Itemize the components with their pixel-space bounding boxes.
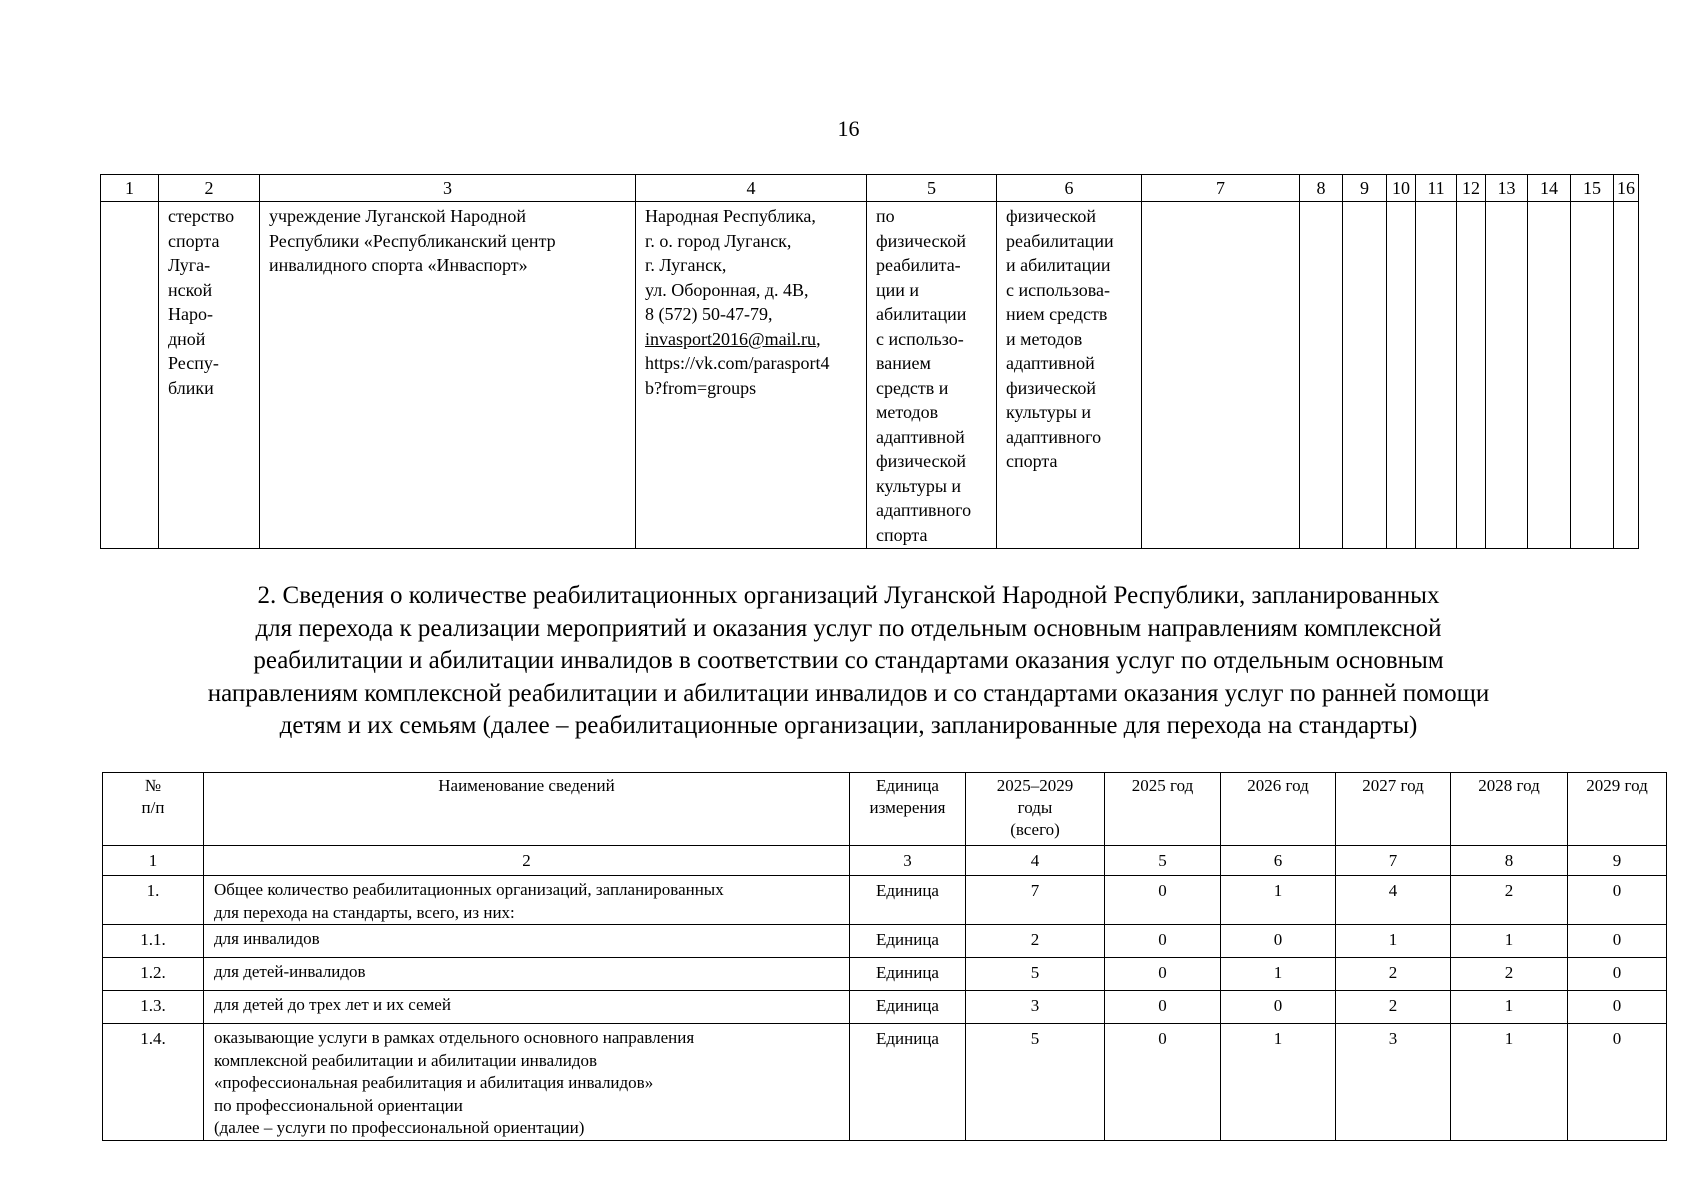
header-year: 2026 год <box>1221 773 1336 846</box>
col-number: 5 <box>1105 846 1221 876</box>
email-link[interactable]: invasport2016@mail.ru <box>645 328 817 349</box>
cell-empty <box>1528 202 1571 549</box>
row-num: 1.1. <box>103 925 204 958</box>
column-number-row <box>103 846 1667 876</box>
row-value: 1 <box>1221 1024 1336 1141</box>
col-number: 14 <box>1528 175 1571 202</box>
row-value: 2 <box>1336 991 1451 1024</box>
header-total: 2025–2029 годы (всего) <box>966 773 1105 846</box>
row-value: 0 <box>1221 991 1336 1024</box>
header-name: Наименование сведений <box>204 773 850 846</box>
cell-direction: физической реабилитации и абилитации с использова- нием средств и методов адаптивной физической культуры и адаптивного спорта <box>997 202 1142 549</box>
row-value: 1 <box>1451 925 1568 958</box>
row-value: 0 <box>1105 958 1221 991</box>
vk-link[interactable]: https://vk.com/parasport4 <box>645 353 830 373</box>
row-value: 2 <box>1336 958 1451 991</box>
row-value: 0 <box>1568 1024 1667 1141</box>
header-num: № п/п <box>103 773 204 846</box>
row-name: оказывающие услуги в рамках отдельного основного направления комплексной реабилитации и абилитации инвалидов «профессиональная реабилитация и абилитация инвалидов» по профессиональной ориентации (далее – услуги по профессиональной ориентации) <box>204 1024 850 1141</box>
cell-empty <box>1416 202 1457 549</box>
section-title: 2. Сведения о количестве реабилитационных организаций Луганской Народной Республики, запланированных для перехода к реализации мероприятий и оказания услуг по отдельным основным направлениям комплексной реабилитации и абилитации инвалидов в соответствии со стандартами оказания услуг по отдельным основным направлениям комплексной реабилитации и абилитации инвалидов и со стандартами оказания услуг по ранней помощи детям и их семьям (далее – реабилитационные организации, запланированные для перехода на стандарты) <box>207 582 1490 739</box>
col-number: 15 <box>1571 175 1614 202</box>
row-name: Общее количество реабилитационных организаций, запланированных для перехода на стандарты, всего, из них: <box>204 876 850 925</box>
col-number: 3 <box>850 846 966 876</box>
col-number: 6 <box>1221 846 1336 876</box>
col-number: 11 <box>1416 175 1457 202</box>
organizations-table <box>102 772 1667 1141</box>
row-value: 4 <box>1336 876 1451 925</box>
row-num: 1.2. <box>103 958 204 991</box>
cell-empty <box>1571 202 1614 549</box>
row-num: 1.4. <box>103 1024 204 1141</box>
table-row <box>103 925 1667 958</box>
cell-empty <box>1614 202 1639 549</box>
col-number: 13 <box>1486 175 1528 202</box>
col-number: 9 <box>1343 175 1387 202</box>
col-number: 8 <box>1451 846 1568 876</box>
row-value: 7 <box>966 876 1105 925</box>
row-name: для детей-инвалидов <box>204 958 850 991</box>
row-value: 0 <box>1568 991 1667 1024</box>
col-number: 4 <box>966 846 1105 876</box>
col-number: 5 <box>867 175 997 202</box>
row-value: 2 <box>1451 958 1568 991</box>
row-value: 0 <box>1105 925 1221 958</box>
col-number: 6 <box>997 175 1142 202</box>
row-value: 0 <box>1105 876 1221 925</box>
col-number: 3 <box>260 175 636 202</box>
row-value: 5 <box>966 1024 1105 1141</box>
row-name: для инвалидов <box>204 925 850 958</box>
row-value: 2 <box>966 925 1105 958</box>
page-number: 16 <box>837 116 860 141</box>
col-number: 8 <box>1300 175 1343 202</box>
header-unit: Единица измерения <box>850 773 966 846</box>
row-num: 1.3. <box>103 991 204 1024</box>
col-number: 1 <box>103 846 204 876</box>
row-value: 2 <box>1451 876 1568 925</box>
cell-empty <box>101 202 159 549</box>
row-value: 1 <box>1221 876 1336 925</box>
col-number: 1 <box>101 175 159 202</box>
cell-address: Народная Республика, г. о. город Луганск, г. Луганск, ул. Оборонная, д. 4В, 8 (572) 50-47-79, invasport2016@mail.ru, https://vk.com/parasport4 b?from=groups <box>636 202 867 549</box>
cell-empty <box>1387 202 1416 549</box>
row-unit: Единица <box>850 958 966 991</box>
col-number: 12 <box>1457 175 1486 202</box>
row-value: 0 <box>1568 876 1667 925</box>
row-num: 1. <box>103 876 204 925</box>
row-value: 1 <box>1221 958 1336 991</box>
row-name: для детей до трех лет и их семей <box>204 991 850 1024</box>
col-number: 9 <box>1568 846 1667 876</box>
continuation-table <box>100 174 1639 549</box>
row-value: 5 <box>966 958 1105 991</box>
table-row <box>103 958 1667 991</box>
header-row <box>103 773 1667 846</box>
cell-service: по физической реабилита- ции и абилитации с использо- ванием средств и методов адаптивной физической культуры и адаптивного спорта <box>867 202 997 549</box>
cell-empty <box>1300 202 1343 549</box>
column-number-row <box>101 175 1639 202</box>
cell-empty <box>1343 202 1387 549</box>
row-value: 3 <box>1336 1024 1451 1141</box>
cell-empty <box>1457 202 1486 549</box>
row-unit: Единица <box>850 1024 966 1141</box>
row-value: 0 <box>1568 958 1667 991</box>
col-number: 2 <box>204 846 850 876</box>
row-unit: Единица <box>850 991 966 1024</box>
row-value: 3 <box>966 991 1105 1024</box>
table-row <box>103 876 1667 925</box>
row-value: 0 <box>1568 925 1667 958</box>
col-number: 10 <box>1387 175 1416 202</box>
row-value: 1 <box>1336 925 1451 958</box>
header-year: 2029 год <box>1568 773 1667 846</box>
cell-empty <box>1142 202 1300 549</box>
row-unit: Единица <box>850 876 966 925</box>
header-year: 2027 год <box>1336 773 1451 846</box>
cell-ministry: стерство спорта Луга- нской Наро- дной Респу- блики <box>159 202 260 549</box>
header-year: 2025 год <box>1105 773 1221 846</box>
row-unit: Единица <box>850 925 966 958</box>
row-value: 1 <box>1451 991 1568 1024</box>
table-row <box>103 1024 1667 1141</box>
vk-link[interactable]: b?from=groups <box>645 377 757 398</box>
col-number: 4 <box>636 175 867 202</box>
row-value: 0 <box>1105 1024 1221 1141</box>
col-number: 2 <box>159 175 260 202</box>
row-value: 1 <box>1451 1024 1568 1141</box>
cell-empty <box>1486 202 1528 549</box>
col-number: 7 <box>1336 846 1451 876</box>
table-row <box>101 202 1639 549</box>
row-value: 0 <box>1221 925 1336 958</box>
row-value: 0 <box>1105 991 1221 1024</box>
col-number: 7 <box>1142 175 1300 202</box>
cell-institution: учреждение Луганской Народной Республики «Республиканский центр инвалидного спорта «Инваспорт» <box>260 202 636 549</box>
header-year: 2028 год <box>1451 773 1568 846</box>
table-row <box>103 991 1667 1024</box>
col-number: 16 <box>1614 175 1639 202</box>
